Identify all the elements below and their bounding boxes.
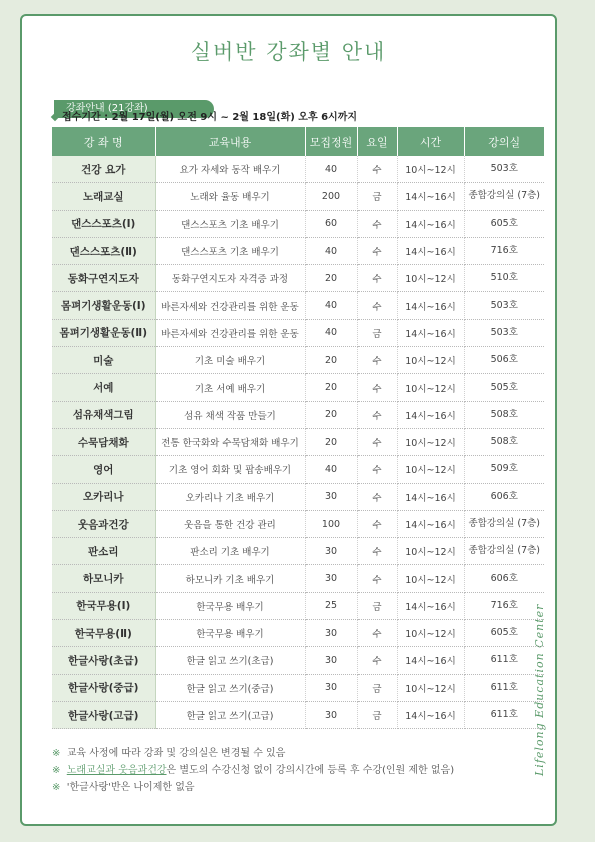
course-content: 한글 읽고 쓰기(초급) (155, 647, 305, 674)
course-content: 요가 자세와 동작 배우기 (155, 156, 305, 183)
registration-period (52, 108, 357, 123)
course-day: 수 (357, 347, 397, 374)
course-room: 510호 (464, 265, 544, 292)
course-time: 14시~16시 (397, 292, 464, 319)
course-day: 수 (357, 237, 397, 264)
course-content: 전통 한국화와 수묵담채화 배우기 (155, 428, 305, 455)
table-row (52, 347, 544, 374)
course-room: 503호 (464, 319, 544, 346)
course-capacity: 40 (305, 156, 357, 183)
table-row (52, 592, 544, 619)
table-row (52, 647, 544, 674)
course-day: 수 (357, 265, 397, 292)
course-capacity: 200 (305, 183, 357, 210)
course-content: 바른자세와 건강관리를 위한 운동 (155, 292, 305, 319)
course-content: 하모니카 기초 배우기 (155, 565, 305, 592)
header-capacity: 모집정원 (305, 127, 357, 156)
course-name: 건강 요가 (52, 156, 155, 183)
table-row (52, 620, 544, 647)
course-capacity: 40 (305, 292, 357, 319)
table-row (52, 483, 544, 510)
table-row (52, 210, 544, 237)
period-label: 접수기간 : 2월 17일(월) 오전 9시 ~ 2월 18일(화) 오후 6시까지 (62, 112, 358, 123)
course-content: 기초 서예 배우기 (155, 374, 305, 401)
course-capacity: 60 (305, 210, 357, 237)
note-3: ※ '한글사랑'반은 나이제한 없음 (52, 782, 195, 793)
course-day: 수 (357, 456, 397, 483)
course-room: 605호 (464, 210, 544, 237)
header-content: 교육내용 (155, 127, 305, 156)
course-content: 바른자세와 건강관리를 위한 운동 (155, 319, 305, 346)
table-row (52, 701, 544, 728)
table-row (52, 401, 544, 428)
notes (52, 745, 454, 796)
course-room: 508호 (464, 428, 544, 455)
course-room: 606호 (464, 565, 544, 592)
course-time: 10시~12시 (397, 156, 464, 183)
course-day: 수 (357, 156, 397, 183)
course-time: 14시~16시 (397, 647, 464, 674)
course-time: 14시~16시 (397, 210, 464, 237)
course-time: 10시~12시 (397, 620, 464, 647)
course-capacity: 30 (305, 620, 357, 647)
table-row (52, 565, 544, 592)
course-capacity: 20 (305, 401, 357, 428)
table-row (52, 156, 544, 183)
course-day: 수 (357, 538, 397, 565)
course-content: 기초 미술 배우기 (155, 347, 305, 374)
course-content: 섬유 채색 작품 만들기 (155, 401, 305, 428)
course-day: 수 (357, 374, 397, 401)
table-row (52, 292, 544, 319)
course-capacity: 20 (305, 265, 357, 292)
course-capacity: 30 (305, 538, 357, 565)
course-capacity: 100 (305, 510, 357, 537)
course-time: 10시~12시 (397, 374, 464, 401)
course-name: 댄스스포츠(Ⅰ) (52, 210, 155, 237)
course-day: 수 (357, 565, 397, 592)
course-room: 611호 (464, 701, 544, 728)
course-content: 웃음을 통한 건강 관리 (155, 510, 305, 537)
table-row (52, 428, 544, 455)
course-content: 댄스스포츠 기초 배우기 (155, 210, 305, 237)
course-name: 한국무용(Ⅰ) (52, 592, 155, 619)
table-row (52, 265, 544, 292)
course-name: 판소리 (52, 538, 155, 565)
course-time: 14시~16시 (397, 237, 464, 264)
course-content: 오카리나 기초 배우기 (155, 483, 305, 510)
course-content: 한글 읽고 쓰기(중급) (155, 674, 305, 701)
course-day: 금 (357, 319, 397, 346)
table-row (52, 538, 544, 565)
course-capacity: 20 (305, 428, 357, 455)
table-row (52, 510, 544, 537)
course-time: 14시~16시 (397, 592, 464, 619)
course-name: 미술 (52, 347, 155, 374)
course-time: 14시~16시 (397, 510, 464, 537)
course-content: 댄스스포츠 기초 배우기 (155, 237, 305, 264)
course-room: 506호 (464, 347, 544, 374)
course-time: 14시~16시 (397, 483, 464, 510)
header-room: 강의실 (464, 127, 544, 156)
course-time: 10시~12시 (397, 565, 464, 592)
course-capacity: 30 (305, 674, 357, 701)
course-name: 한글사랑(초급) (52, 647, 155, 674)
header-time: 시간 (397, 127, 464, 156)
course-content: 한국무용 배우기 (155, 592, 305, 619)
course-name: 웃음과건강 (52, 510, 155, 537)
course-room: 505호 (464, 374, 544, 401)
course-name: 노래교실 (52, 183, 155, 210)
course-name: 하모니카 (52, 565, 155, 592)
course-room: 716호 (464, 592, 544, 619)
page-title: 실버반 강좌별 안내 (190, 40, 387, 64)
course-capacity: 20 (305, 347, 357, 374)
course-content: 한국무용 배우기 (155, 620, 305, 647)
course-capacity: 25 (305, 592, 357, 619)
course-time: 10시~12시 (397, 428, 464, 455)
header-course: 강 좌 명 (52, 127, 155, 156)
course-room: 606호 (464, 483, 544, 510)
course-room: 716호 (464, 237, 544, 264)
course-content: 기초 영어 회화 및 팝송배우기 (155, 456, 305, 483)
course-capacity: 30 (305, 701, 357, 728)
course-content: 판소리 기초 배우기 (155, 538, 305, 565)
table-row (52, 237, 544, 264)
course-room: 509호 (464, 456, 544, 483)
table-row (52, 183, 544, 210)
diamond-bullet-icon (51, 113, 59, 121)
course-day: 수 (357, 401, 397, 428)
course-name: 동화구연지도자 (52, 265, 155, 292)
table-row (52, 374, 544, 401)
table-row (52, 456, 544, 483)
course-capacity: 30 (305, 483, 357, 510)
course-day: 금 (357, 701, 397, 728)
course-name: 한글사랑(고급) (52, 701, 155, 728)
course-time: 14시~16시 (397, 319, 464, 346)
section-tag: 강좌안내 (21강좌) (54, 100, 214, 118)
course-time: 10시~12시 (397, 456, 464, 483)
course-time: 10시~12시 (397, 265, 464, 292)
course-time: 10시~12시 (397, 347, 464, 374)
course-capacity: 40 (305, 319, 357, 346)
header-day: 요일 (357, 127, 397, 156)
course-name: 한글사랑(중급) (52, 674, 155, 701)
course-content: 동화구연지도자 자격증 과정 (155, 265, 305, 292)
course-name: 오카리나 (52, 483, 155, 510)
course-day: 수 (357, 647, 397, 674)
course-capacity: 40 (305, 456, 357, 483)
course-day: 수 (357, 620, 397, 647)
course-room: 종합강의실 (7층) (464, 538, 544, 565)
course-room: 종합강의실 (7층) (464, 510, 544, 537)
course-capacity: 40 (305, 237, 357, 264)
course-name: 몸펴기생활운동(Ⅱ) (52, 319, 155, 346)
course-time: 10시~12시 (397, 538, 464, 565)
note-2: ※ 노래교실과 웃음과건강은 별도의 수강신청 없이 강의시간에 등록 후 수강(인원 제한 없음) (52, 765, 455, 776)
course-content: 노래와 율동 배우기 (155, 183, 305, 210)
course-room: 503호 (464, 292, 544, 319)
course-room: 605호 (464, 620, 544, 647)
course-name: 영어 (52, 456, 155, 483)
course-time: 10시~12시 (397, 674, 464, 701)
course-content: 한글 읽고 쓰기(고급) (155, 701, 305, 728)
course-time: 14시~16시 (397, 401, 464, 428)
course-room: 611호 (464, 674, 544, 701)
table-row (52, 674, 544, 701)
course-name: 수묵담채화 (52, 428, 155, 455)
course-day: 금 (357, 674, 397, 701)
course-room: 종합강의실 (7층) (464, 183, 544, 210)
course-room: 508호 (464, 401, 544, 428)
course-capacity: 20 (305, 374, 357, 401)
course-room: 503호 (464, 156, 544, 183)
course-name: 한국무용(Ⅱ) (52, 620, 155, 647)
course-room: 611호 (464, 647, 544, 674)
table-row (52, 319, 544, 346)
course-name: 몸펴기생활운동(Ⅰ) (52, 292, 155, 319)
course-name: 서예 (52, 374, 155, 401)
course-day: 금 (357, 592, 397, 619)
course-name: 댄스스포츠(Ⅱ) (52, 237, 155, 264)
course-capacity: 30 (305, 565, 357, 592)
course-day: 금 (357, 183, 397, 210)
note-1: ※ 교육 사정에 따라 강좌 및 강의실은 변경될 수 있음 (52, 748, 286, 759)
course-table (52, 127, 544, 729)
course-capacity: 30 (305, 647, 357, 674)
course-time: 14시~16시 (397, 701, 464, 728)
course-day: 수 (357, 210, 397, 237)
course-time: 14시~16시 (397, 183, 464, 210)
table-header-row (52, 127, 544, 156)
course-day: 수 (357, 428, 397, 455)
course-day: 수 (357, 483, 397, 510)
course-day: 수 (357, 510, 397, 537)
course-day: 수 (357, 292, 397, 319)
side-text: Lifelong Education Center (533, 603, 546, 776)
course-name: 섬유채색그림 (52, 401, 155, 428)
